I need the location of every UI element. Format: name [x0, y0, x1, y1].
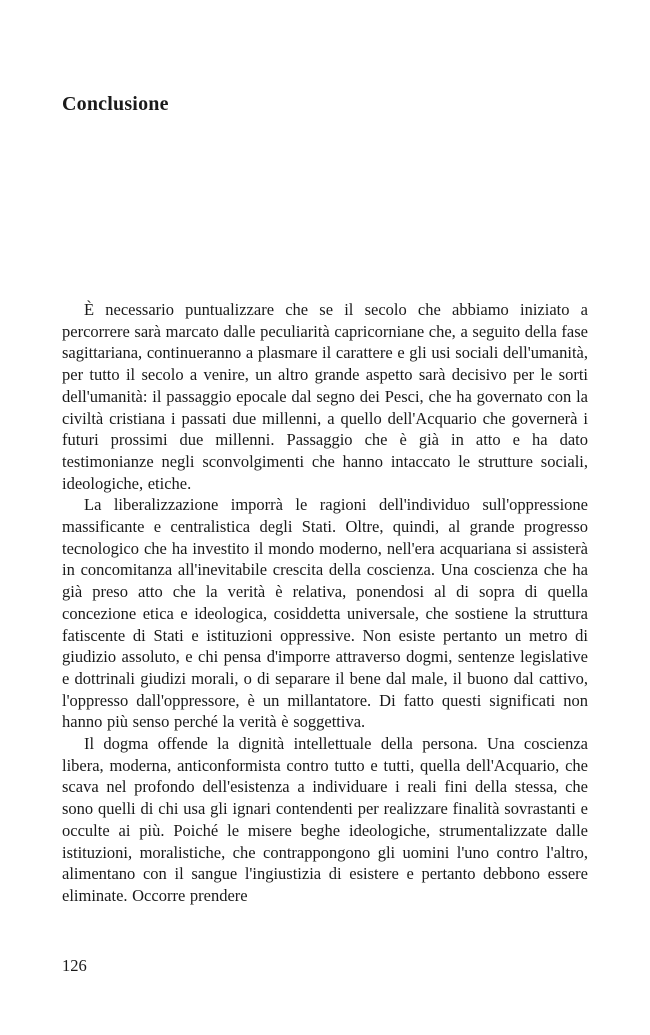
chapter-title: Conclusione [62, 93, 169, 115]
page-number: 126 [62, 956, 87, 975]
body-text [62, 299, 588, 907]
paragraph-3: Il dogma offende la dignità intellettuale della persona. Una coscienza libera, moderna, anticonformista contro tutto e tutti, quella dell'Acquario, che scava nel profondo dell'esistenza a individuare i reali fini della stessa, che sono quelli di chi usa gli ignari contendenti per realizzare finalità sovrastanti e occulte ai più. Poiché le misere beghe ideologiche, strumentalizzate dalle istituzioni, moralistiche, che contrappongono gli uomini l'uno contro l'altro, alimentano con il sangue l'ingiustizia di esistere e pertanto debbono essere eliminate. Occorre prendere [62, 734, 588, 905]
paragraph-2: La liberalizzazione imporrà le ragioni dell'individuo sull'oppressione massificante e centralistica degli Stati. Oltre, quindi, al grande progresso tecnologico che ha investito il mondo moderno, nell'era acquariana si assisterà in concomitanza all'inevitabile crescita della coscienza. Una coscienza che ha già preso atto che la verità è relativa, ponendosi al di sopra di quella concezione etica e ideologica, cosiddetta universale, che sostiene la struttura fatiscente di Stati e istituzioni oppressive. Non esiste pertanto un metro di giudizio assoluto, e chi pensa d'imporre attraverso dogmi, sentenze legislative e dottrinali giudizi morali, o di separare il bene dal male, il buono dal cattivo, l'oppresso dall'oppressore, è un millantatore. Di fatto questi significati non hanno più senso perché la verità è soggettiva. [62, 495, 588, 732]
paragraph-1: È necessario puntualizzare che se il secolo che abbiamo iniziato a percorrere sarà marcato dalle peculiarità capricorniane che, a seguito della fase sagittariana, continueranno a plasmare il carattere e gli usi sociali dell'umanità, per tutto il secolo a venire, un altro grande aspetto sarà decisivo per le sorti dell'umanità: il passaggio epocale dal segno dei Pesci, che ha governato con la civiltà cristiana i passati due millenni, a quello dell'Acquario che governerà i futuri prossimi due millenni. Passaggio che è già in atto e ha dato testimonianze negli sconvolgimenti che hanno intaccato le strutture sociali, ideologiche, etiche. [62, 300, 588, 493]
